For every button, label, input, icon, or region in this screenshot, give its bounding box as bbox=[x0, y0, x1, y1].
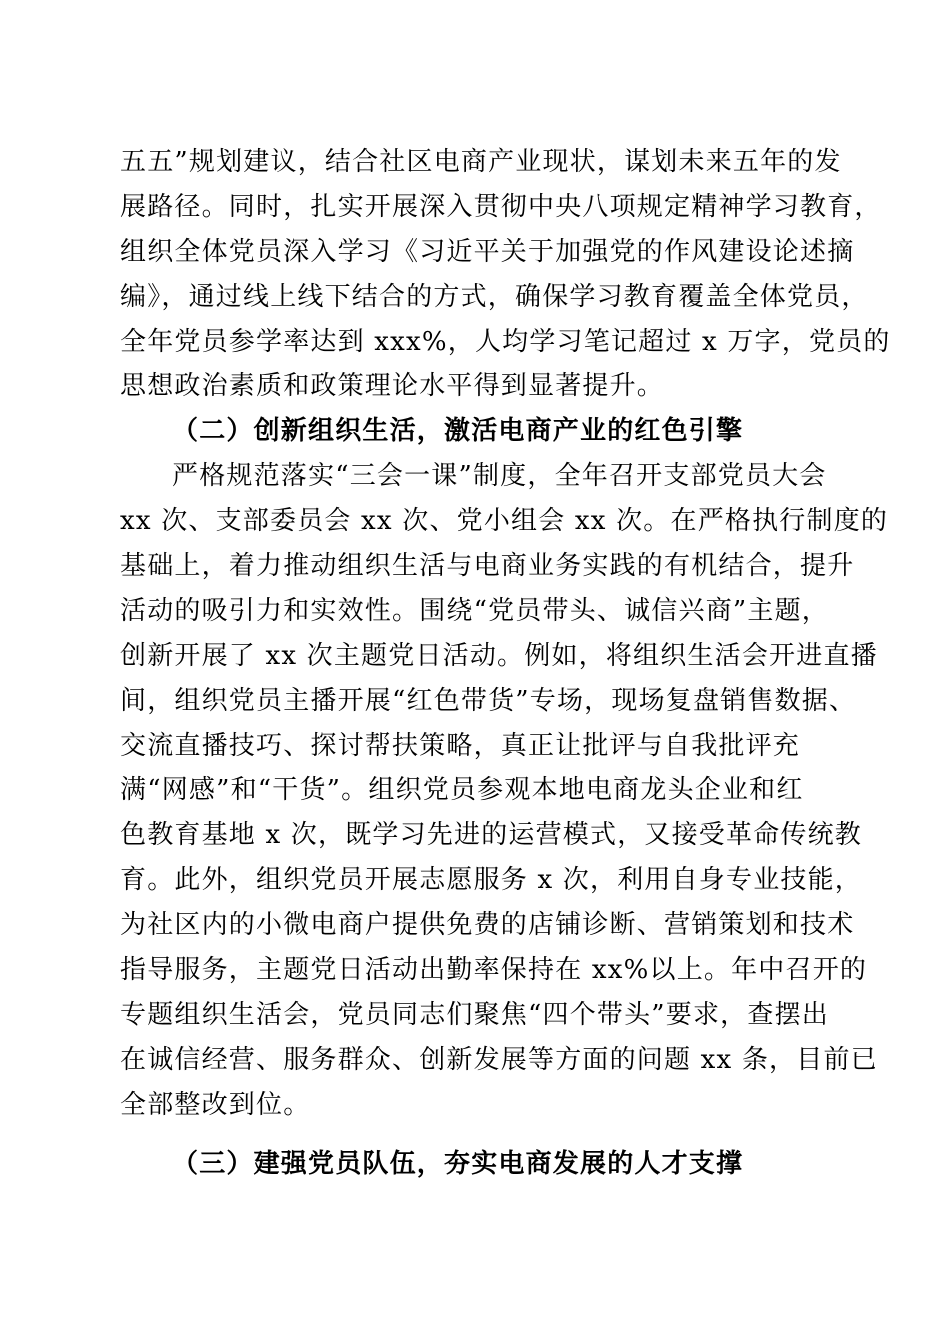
paragraph-study-education bbox=[120, 140, 891, 409]
text-line: 严格规范落实“三会一课”制度，全年召开支部党员大会 bbox=[172, 461, 827, 492]
text-line: xx 次、支部委员会 xx 次、党小组会 xx 次。在严格执行制度的 bbox=[120, 506, 889, 537]
text-line: 编》，通过线上线下结合的方式，确保学习教育覆盖全体党员， bbox=[120, 281, 869, 312]
text-line: 展路径。同时，扎实开展深入贯彻中央八项规定精神学习教育， bbox=[120, 191, 882, 222]
text-line: 满“网感”和“干货”。组织党员参观本地电商龙头企业和红 bbox=[120, 775, 804, 806]
text-line: 为社区内的小微电商户提供免费的店铺诊断、营销策划和技术 bbox=[120, 910, 855, 941]
document-page bbox=[120, 140, 891, 1186]
text-line: 基础上，着力推动组织生活与电商业务实践的有机结合，提升 bbox=[120, 551, 855, 582]
text-line: 育。此外，组织党员开展志愿服务 x 次，利用自身专业技能， bbox=[120, 865, 862, 896]
text-line: 间，组织党员主播开展“红色带货”专场，现场复盘销售数据、 bbox=[120, 685, 857, 716]
text-line: 指导服务，主题党日活动出勤率保持在 xx%以上。年中召开的 bbox=[120, 955, 868, 986]
text-line: 五五”规划建议，结合社区电商产业现状，谋划未来五年的发 bbox=[120, 147, 842, 177]
text-line: 色教育基地 x 次，既学习先进的运营模式，又接受革命传统教 bbox=[120, 820, 862, 851]
text-line: 活动的吸引力和实效性。围绕“党员带头、诚信兴商”主题， bbox=[120, 595, 829, 626]
text-line: 组织全体党员深入学习《习近平关于加强党的作风建设论述摘 bbox=[120, 236, 855, 267]
text-line: 全年党员参学率达到 xxx%，人均学习笔记超过 x 万字，党员的 bbox=[120, 326, 891, 357]
section-heading-3: （三）建强党员队伍，夯实电商发展的人才支撑 bbox=[172, 1148, 744, 1179]
text-line: 交流直播技巧、探讨帮扶策略，真正让批评与自我批评充 bbox=[120, 730, 801, 761]
text-line: 全部整改到位。 bbox=[120, 1089, 311, 1120]
text-line: 在诚信经营、服务群众、创新发展等方面的问题 xx 条，目前已 bbox=[120, 1044, 878, 1075]
text-line: 思想政治素质和政策理论水平得到显著提升。 bbox=[120, 371, 665, 402]
section-heading-2: （二）创新组织生活，激活电商产业的红色引擎 bbox=[172, 416, 744, 447]
text-line: 创新开展了 xx 次主题党日活动。例如，将组织生活会开进直播 bbox=[120, 640, 878, 671]
paragraph-organization-life bbox=[120, 454, 889, 1127]
text-line: 专题组织生活会，党员同志们聚焦“四个带头”要求，查摆出 bbox=[120, 999, 829, 1030]
